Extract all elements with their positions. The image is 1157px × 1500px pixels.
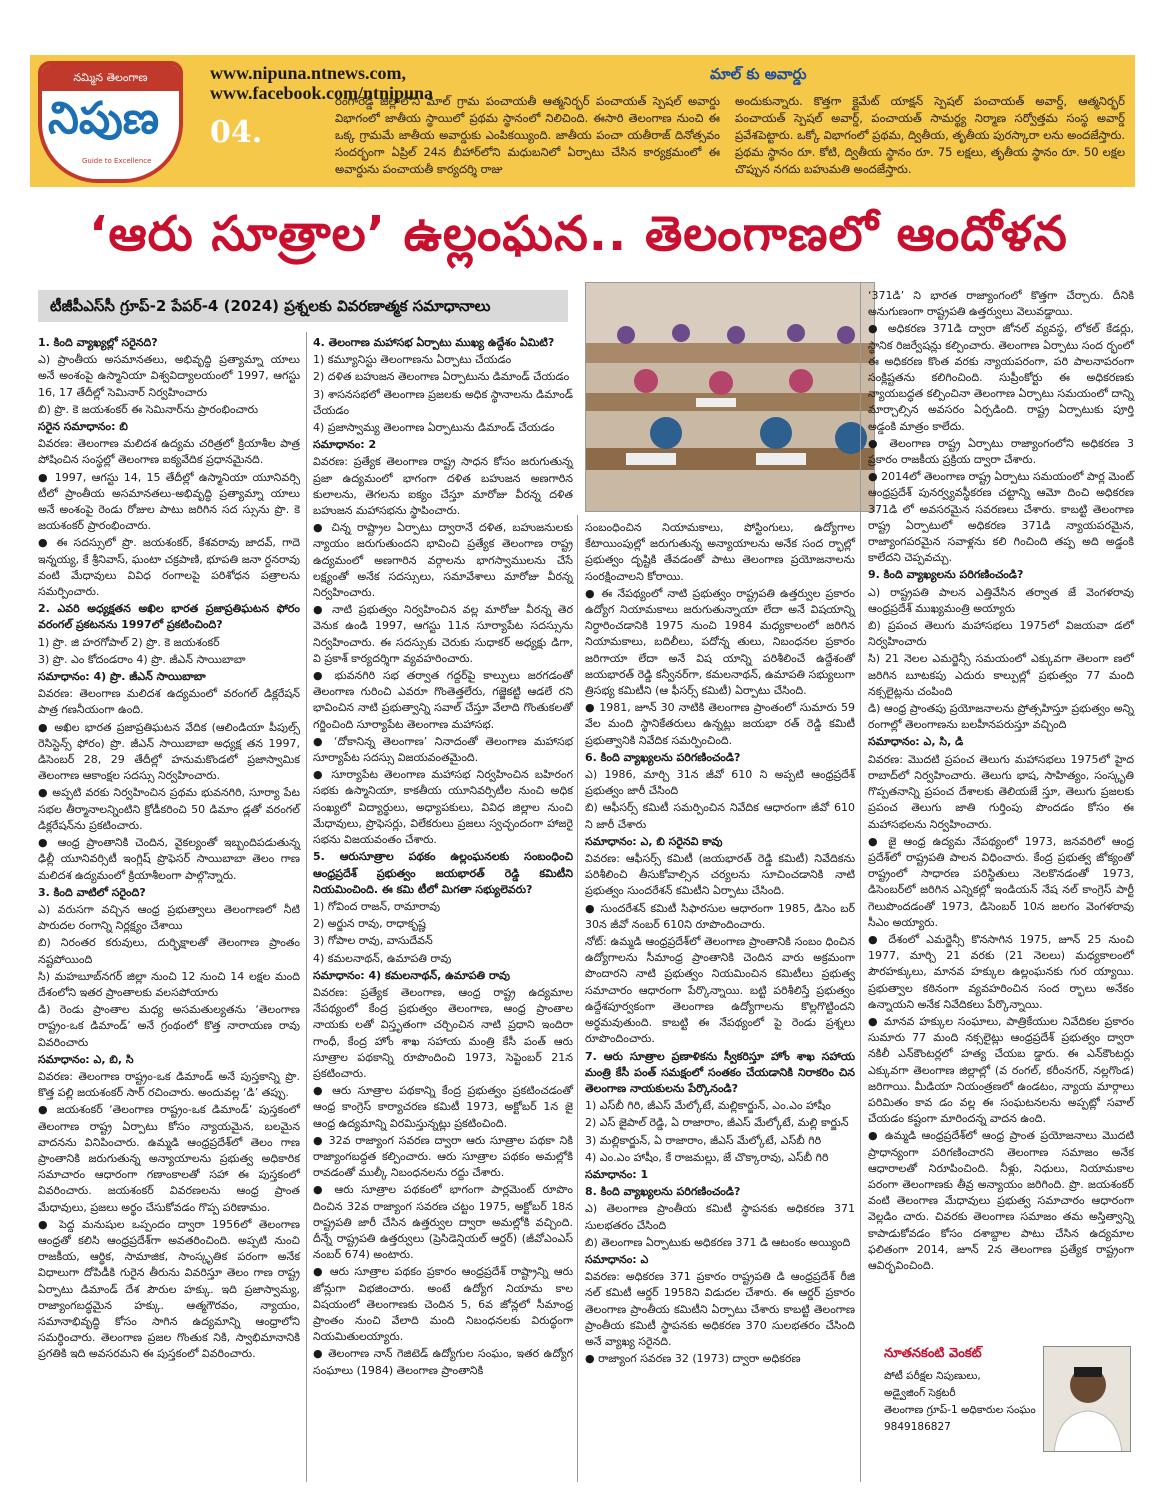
answer-paragraph: ● నాటి ప్రభుత్వం నిర్వహించిన వల్ల మారోజు వీరన్న తెర వెనుక ఉండి 1997, ఆగస్టు 11న సూర్యాపేట సదస్సును నిర్వహించారు. ఈ సదస్సుకు చెరుకు సుధాకర్ అధ్యక్షు డిగా, వి ప్రకాశ్ కార్యదర్శిగా వ్యవహరించారు. xyxy=(313,603,573,665)
question-text: సమాధానం: 1 xyxy=(585,1167,649,1181)
answer-paragraph: 4) ప్రజాస్వామ్య తెలంగాణ ఏర్పాటును డిమాండ్ చేయడం xyxy=(313,421,555,435)
answer-paragraph: నోట్: ఉమ్మడి ఆంధ్రప్రదేశ్‌లో తెలంగాణ ప్రాంతానికి సంబం ధించిన ఉద్యోగాలను సీమాంధ్ర ప్రాంతానికి చెందిన వారు అక్రమంగా పొందారని నాటి ప్రభుత్వం నియమించిన కమిటీలు ప్రభుత్వ సమాచారం ఆధారంగా పేర్కొన్నాయి. బట్టి పరిశీలిస్తే ప్రభుత్వం ఉద్దేశపూర్వకంగా తెలంగాణ ఉద్యోగాలను కొల్లగొట్టిందని అర్థమవుతుంది. కాబట్టి ఈ నేపథ్యంలో పై రెండు ప్రశ్నలు రూపొందించారు. xyxy=(585,935,855,1046)
answer-paragraph: 2) దళిత బహుజన తెలంగాణ ఏర్పాటును డిమాండ్ చేయడం xyxy=(313,370,570,384)
question-text: 2. ఎవరి అధ్యక్షతన అఖిల భారత ప్రజాప్రతిఘటన ఫోరం వరంగల్ ప్రకటనను 1997లో ప్రకటించింది? xyxy=(38,602,300,632)
answer-paragraph: ● 1997, ఆగస్టు 14, 15 తేదీల్లో ఉస్మానియా యూనివర్సి టీలో ప్రాంతీయ అసమానతలు-అభివృద్ధి ప్రత్యామ్నా యాలు అనే అంశంపై రెండు రోజుల పాటు జరిగిన సద స్సును ప్రొ. కె జయశంకర్ ప్రారంభించారు. xyxy=(38,470,300,533)
answer-paragraph: 3) మల్లికార్జున్, ఏ రాజారాం, జీఎస్ మేల్కోటే, ఎస్‌బీ గిరి xyxy=(585,1133,822,1147)
answer-paragraph: ● జై ఆంధ్ర ఉద్యమ నేపథ్యంలో 1973, జనవరిలో ఆంధ్ర ప్రదేశ్‌లో రాష్ట్రపతి పాలన విధించారు. కేంద్ర ప్రభుత్వ జోక్యంతో రాష్ట్రంలో సాధారణ పరిస్థితులు నెలకొనడంతో 1973, డిసెంబర్‌లో జరిగిన ఎన్నికల్లో ఇండియన్ నేష నల్ కాంగ్రెస్ పార్టీ గెలుపొందడంతో 1973, డిసెంబర్ 10న జలగం వెంగళరావు సీఎం అయ్యారు. xyxy=(868,834,1134,929)
logo-title: నిపుణ xyxy=(48,93,160,144)
question-text: సమాధానం: ఎ, బి సరైనవి కావు xyxy=(585,834,723,848)
answer-paragraph: 2) అర్జున రావు, రాధాకృష్ణ xyxy=(313,917,426,931)
answer-paragraph: 3) ప్రొ. ఎం కోదండరాం 4) ప్రొ. జీఎన్ సాయిబాబా xyxy=(38,652,246,666)
question-text: 5. ఆరుసూత్రాల పథకం ఉల్లంఘనలకు సంబంధించి ఆంధ్రప్రదేశ్ ప్రభుత్వం జయభారత్ రెడ్డి కమిటీని నియమించింది. ఈ కమి టీలో మిగతా సభ్యులెవరు? xyxy=(313,850,573,896)
answer-paragraph: ● మానవ హక్కుల సంఘాలు, పాత్రికేయుల నివేదికల ప్రకారం సుమారు 77 మంది నక్సలైట్లు ఆంధ్రప్రదేశ్ ప్రభుత్వం ద్వారా నకిలీ ఎన్‌కౌంటర్లలో హత్య చేయబ డ్డారు. ఈ ఎన్‌కౌంటర్లు ఎక్కువగా తెలంగాణ జిల్లాల్లో (వ రంగల్, కరీంనగర్, నల్లగొండ) జరిగాయి. మీడియా నియంత్రణలో ఉండటం, న్యాయ మార్గాలు పరిమితం కావ డం వల్ల ఈ సంఘటనలను అప్పట్లో సవాల్ చేయడం కష్టంగా మారిందన్న వాదన ఉంది. xyxy=(868,1014,1134,1126)
author-box xyxy=(868,1346,1138,1456)
question-text: సమాధానం: 4) కమలనాథన్, ఉమాపతి రావు xyxy=(313,968,510,982)
answer-paragraph: వివరణ: మొదటి ప్రపంచ తెలుగు మహాసభలు 1975లో హైద రాబాద్‌లో నిర్వహించారు. తెలుగు భాష, సాహిత్యం, సంస్కృతి గొప్పతనాన్ని ప్రపంచ దేశాలకు తెలియజే స్తూ, తెలుగు ప్రజలకు ప్రపంచ తెలుగు జాతి గుర్తింపు పొందడం కోసం ఈ మహాసభలను నిర్వహించారు. xyxy=(868,752,1134,831)
answer-paragraph: ● ఈ సదస్సులో ప్రొ. జయశంకర్, కేశవరావు జాదవ్, గాదె ఇన్నయ్య, కే శ్రీనివాస్, ఘంటా చక్రపాణి, భూపతి జనా ర్దనరావు వంటి మేధావులు వివిధ రంగాలపై పరిశోధన పత్రాలను సమర్పించారు. xyxy=(38,536,300,599)
author-org: తెలంగాణ గ్రూప్-1 అధికారుల సంఘం xyxy=(884,1404,1036,1416)
answer-paragraph: ● చిన్న రాష్ట్రాల ఏర్పాటు ద్వారానే దళిత, బహుజనులకు న్యాయం జరుగుతుందని భావించి ప్రత్యేక తెలంగాణ రాష్ట్ర ఉద్యమంలో అణగారిన వర్గాలను భాగస్వాములను చేసే లక్ష్యంతో అనేక సదస్సులు, సమావేశాలు మారోజు వీరన్న నిర్వహించారు. xyxy=(313,521,573,600)
column-divider xyxy=(860,282,861,1482)
question-text: సమాధానం: ఎ xyxy=(585,1252,649,1266)
answer-paragraph: 3) గోపాల రావు, వాసుదేవన్ xyxy=(313,934,433,948)
question-text: 3. కింది వాటిలో సరైంది? xyxy=(38,885,146,899)
question-text: సమాధానం: 2 xyxy=(313,438,377,452)
answer-paragraph: ● సూర్యాపేట తెలంగాణ మహాసభ నిర్వహించిన బహిరంగ సభకు ఉస్మానియా, కాకతీయ యూనివర్సిటీల నుంచి అధిక సంఖ్యలో విద్యార్థులు, అధ్యాపకులు, వివిధ జిల్లాల నుంచి మేధావులు, ప్రొఫెసర్లు, విలేకరులు ప్రజలు స్వచ్ఛందంగా హాజరై సభను విజయవంతం చేశారు. xyxy=(313,768,573,847)
answer-paragraph: వివరణ: తెలంగాణ మలిదశ ఉద్యమంలో వరంగల్ డిక్లరేషన్ పాత్ర గణనీయంగా ఉంది. xyxy=(38,687,300,717)
column-divider xyxy=(306,332,307,1482)
answer-paragraph: ● 1981, జూన్ 30 నాటికి తెలంగాణ ప్రాంతంలో సుమారు 59 వేల మంది స్థానికేతరులు ఉన్నట్లు జయభా రత్ రెడ్డి కమిటీ ప్రభుత్వానికి నివేదిక సమర్పించింది. xyxy=(585,701,855,747)
question-text: సమాధానం: ఎ, సి, డి xyxy=(868,735,964,749)
answer-paragraph: ● భువనగిరి సభ తర్వాత గద్దర్‌పై కాల్పులు జరగడంతో తెలంగాణ గురించి ఎవరూ గొంతెత్తలేరు, గజ్జెకట్టి ఆడలే రని భావించిన నాటి ప్రభుత్వాన్ని సవాల్ చేస్తూ వేలాది గొంతుకలతో గర్జించింది సూర్యాపేట తెలంగాణ మహాసభ. xyxy=(313,669,573,731)
logo-subtitle: Guide to Excellence xyxy=(82,157,152,165)
answer-paragraph: ‘371డి’ ని భారత రాజ్యాంగంలో కొత్తగా చేర్చారు. దీనికి అనుగుణంగా రాష్ట్రపతి ఉత్తర్వులు వెలువడ్డాయి. xyxy=(868,289,1134,319)
answer-paragraph: ● ఉమ్మడి ఆంధ్రప్రదేశ్‌లో ఆంధ్ర ప్రాంత ప్రయోజనాలు మొదటి ప్రాధాన్యంగా పరిగణించారని తెలంగాణ సమాజం అనేక ఆధారాలతో నిరూపించింది. నీళ్లు, నిధులు, నియామకాల పరంగా తెలంగాణకు తీవ్ర అన్యాయం జరిగింది. ప్రొ. జయశంకర్ వంటి తెలంగాణ మేధావులు ప్రభుత్వ సమాచారం ఆధారంగా వెల్లడిం చారు. చివరకు తెలంగాణ సమాజం తమ అస్తిత్వాన్ని కాపాడుకోవడం కోసం దశాబ్దాల పాటు చేసిన ఉద్యమాల ఫలితంగా 2014, జూన్ 2న తెలంగాణ ప్రత్యేక రాష్ట్రంగా ఆవిర్భవించింది. xyxy=(868,1129,1134,1272)
answer-paragraph: ● ‘దోకానిన్న తెలంగాణ’ నినాదంతో తెలంగాణ మహాసభ సూర్యాపేట సదస్సు విజయవంతమైంది. xyxy=(313,734,573,765)
answer-paragraph: ● తెలంగాణ రాష్ట్ర ఏర్పాటు రాజ్యాంగంలోని అధికరణ 3 ప్రకారం రాజకీయ ప్రక్రియ ద్వారా చేశారు. xyxy=(868,436,1134,467)
answer-paragraph: ● పెద్ద మనుషుల ఒప్పందం ద్వారా 1956లో తెలంగాణ ఆంధ్రతో కలిసి ఆంధ్రప్రదేశ్‌గా అవతరించింది. అప్పటి నుంచి రాజకీయ, ఆర్థిక, సామాజిక, సాంస్కృతిక పరంగా అనేక విధాలుగా దోపిడీకి గురైన తీరును వివరిస్తూ తెలం గాణ రాష్ట్ర ఏర్పాటు డిమాండ్ దేశ పౌరుల హక్కు. ఇది ప్రజాస్వామ్య, రాజ్యాంగబద్ధమైన హక్కు. ఆత్మగౌరవం, న్యాయం, సమానాభివృద్ధి కోసం సాగిన ఉద్యమాన్ని ఆంధ్రాలోని సమర్ధించారు. తెలంగాణ ప్రజల గొంతుక నికి, స్వాభిమానానికి ప్రగతికి ఇది అవసరమని ఈ పుస్తకంలో వివరించారు. xyxy=(38,1217,300,1361)
answer-paragraph: డి) ఆంధ్ర ప్రాంతపు ప్రయోజనాలను ప్రోత్సహిస్తూ ప్రభుత్వం అన్ని రంగాల్లో తెలంగాణను బలహీనపరుస్తూ వచ్చింది xyxy=(868,702,1134,732)
answer-paragraph: వివరణ: తెలంగాణ మలిదశ ఉద్యమ చరిత్రలో క్రియాశీల పాత్ర పోషించిన సంస్థల్లో తెలంగాణ ఐక్యవేదిక ప్రధానమైనది. xyxy=(38,437,300,467)
question-text: 1. కింది వ్యాఖ్యల్లో సరైనది? xyxy=(38,336,158,349)
answer-paragraph: సి) 21 నెలల ఎమర్జెన్సీ సమయంలో ఎక్కువగా తెలంగా ణలో జరిగిన బూటకపు ఎదురు కాల్పుల్లో ప్రభుత్వం 77 మంది నక్సలైట్లను చంపింది xyxy=(868,652,1134,698)
answer-paragraph: ● అఖిల భారత ప్రజాప్రతిఘటన వేదిక (ఆలిండియా పీపుల్స్ రెసిస్టెన్స్ ఫోరం) ప్రొ. జీఎన్ సాయిబాబా అధ్యక్ష తన 1997, డిసెంబర్ 28, 29 తేదీల్లో హనుమకొండలో ప్రజాస్వామిక తెలంగాణ ఆకాంక్షల సదస్సు నిర్వహించారు. xyxy=(38,720,300,783)
section-subhead: టీజీపీఎస్‌సీ గ్రూప్-2 పేపర్-4 (2024) ప్రశ్నలకు వివరణాత్మక సమాధానాలు xyxy=(38,290,568,322)
author-title: పోటీ పరీక్షల నిపుణులు, xyxy=(884,1370,981,1382)
article-column-4 xyxy=(868,288,1134,1275)
answer-paragraph: ● అప్పటి వరకు నిర్వహించిన ప్రథమ భువనగిరి, సూర్యా పేట సభల తీర్మానాలన్నింటిని క్రోడీకరించి 50 డిమాం డ్లతో వరంగల్ డిక్లరేషన్‌ను ప్రకటించారు. xyxy=(38,786,300,832)
question-text: 6. కింది వ్యాఖ్యలను పరిగణించండి? xyxy=(585,750,741,764)
question-text: 9. కింది వ్యాఖ్యలను పరిగణించండి? xyxy=(868,568,1024,582)
answer-paragraph: ఎ) ప్రాంతీయ అసమానతలు, అభివృద్ధి ప్రత్యామ్నా యాలు అనే అంశంపై ఉస్మానియా విశ్వవిద్యాలయంలో 1997, ఆగస్టు 16, 17 తేదీల్లో సెమినార్ నిర్వహించారు xyxy=(38,353,300,399)
author-phone: 9849186827 xyxy=(884,1421,951,1433)
answer-paragraph: ● జయశంకర్ ‘తెలంగాణ రాష్ట్రం-ఒక డిమాండ్’ పుస్తకంలో తెలంగాణ రాష్ట్ర ఏర్పాటు కోసం న్యాయమైన, బలమైన వాదనను వినిపించారు. ఉమ్మడి ఆంధ్రప్రదేశ్‌లో తెలం గాణ ప్రాంతానికి జరుగుతున్న అన్యాయాలను ప్రభుత్వ అధికారిక సమాచారం ఆధారంగా గణాంకాలతో సహా ఈ పుస్తకంలో వివరించారు. జయశంకర్ వివరణలను ఆంధ్ర ప్రాంత మేధావులు, ప్రజలు అర్థం చేసుకోవడం గొప్ప పరిణామం. xyxy=(38,1103,300,1214)
page-headline: ‘ఆరు సూత్రాల’ ఉల్లంఘన.. తెలంగాణలో ఆందోళన xyxy=(89,206,1068,262)
answer-paragraph: 3) శాసనసభలో తెలంగాణ ప్రజలకు అధిక స్థానాలను డిమాండ్ చేయడం xyxy=(313,387,573,417)
answer-paragraph: 1) గోవింద రాజన్, రామారావు xyxy=(313,899,441,913)
answer-paragraph: 1) కమ్యూనిస్టు తెలంగాణను ఏర్పాటు చేయడం xyxy=(313,353,512,367)
answer-paragraph: డి) రెండు ప్రాంతాల మధ్య అసమతుల్యతను ‘తెలంగాణ రాష్ట్రం-ఒక డిమాండ్’ అనే గ్రంథంలో కొత్త నారాయణ రావు వివరించారు xyxy=(38,1003,300,1049)
facebook-url[interactable]: www.facebook.com/ntnipuna xyxy=(210,83,434,103)
answer-paragraph: వివరణ: ఆఫీసర్స్ కమిటీ (జయభారత్ రెడ్డి కమిటీ) నివేదికను పరిశీలించి తీసుకోవాల్సిన చర్యలను సూచించడానికి నాటి ప్రభుత్వం సుందరేశన్ కమిటీని ఏర్పాటు చేసింది. xyxy=(585,852,855,898)
answer-paragraph: ఎ) రాష్ట్రపతి పాలన ఎత్తివేసిన తర్వాత జే వెంగళరావు ఆంధ్రప్రదేశ్ ముఖ్యమంత్రి అయ్యారు xyxy=(868,585,1134,615)
answer-paragraph: వివరణ: ప్రత్యేక తెలంగాణ, ఆంధ్ర రాష్ట్ర ఉద్యమాల నేపథ్యంలో కేంద్ర ప్రభుత్వం తెలంగాణ, ఆంధ్ర ప్రాంతాల నాయకు లతో విస్తృతంగా చర్చించిన నాటి ప్రధాని ఇందిరా గాంధీ, కేంద్ర హోం శాఖ సహాయ మంత్రి కేసీ పంత్ ఆరు సూత్రాల పథకాన్ని రూపొందించి 1973, సెప్టెంబర్ 21న ప్రకటించారు. xyxy=(313,985,573,1080)
answer-paragraph: ఎ) తెలంగాణ ప్రాంతీయ కమిటీ స్థాపనకు అధికరణ 371 సులభతరం చేసింది xyxy=(585,1202,855,1232)
answer-paragraph: బి) నిరంతర కరువులు, దుర్భిక్షాలతో తెలంగాణ ప్రాంతం నష్టపోయింది xyxy=(38,936,300,966)
question-text: 7. ఆరు సూత్రాల ప్రణాళికను స్వీకరిస్తూ హోం శాఖ సహాయ మంత్రి కేసీ పంత్ సమక్షంలో సంతకం చేయడానికి నిరాకరిం చిన తెలంగాణ నాయకులను పేర్కొనండి? xyxy=(585,1049,855,1095)
article-column-1 xyxy=(38,335,300,1364)
answer-paragraph: ● రాజ్యాంగ సవరణ 32 (1973) ద్వారా అధికరణ xyxy=(585,1352,801,1366)
answer-paragraph: ● ఆంధ్ర ప్రాంతానికి చెందిన, వైకల్యంతో ఇబ్బందిపడుతున్న ఢిల్లీ యూనివర్సిటీ ఇంగ్లిష్ ప్రొఫెసర్ సాయిబాబా తెలం గాణ మలిదశ ఉద్యమంలో క్రియాశీలంగా పాల్గొన్నారు. xyxy=(38,836,300,882)
author-photo xyxy=(1043,1346,1131,1452)
answer-paragraph: ● ఈ నేపథ్యంలో నాటి ప్రభుత్వం రాష్ట్రపతి ఉత్తర్వుల ప్రకారం ఉద్యోగ నియామకాలు జరుగుతున్నాయా లేదా అనే విషయాన్ని నిర్ధారించడానికి 1975 నుంచి 1984 మధ్యకాలంలో జరిగిన నియామకాలు, బదిలీలు, పదోన్న తులు, నిబంధనల ప్రకారం జరిగాయా లేదా అనే విష యాన్ని పరిశీలించే ఉద్దేశంతో జయభారత్ రెడ్డి కన్వీనర్‌గా, కమలనాథన్, ఉమాపతి సభ్యులుగా త్రిసభ్య కమిటీని (ఆ ఫీసర్స్ కమిటీ) ఏర్పాటు చేసింది. xyxy=(585,586,855,698)
answer-paragraph: ● అధికరణ 371డి ద్వారా జోనల్ వ్యవస్థ, లోకల్ కేడర్లు, స్థానిక రిజర్వేషన్లు కల్పించారు. తెలంగాణ ఏర్పాటు సంద ర్భంలో ఈ అధికరణ కొంత వరకు న్యాయపరంగా, పరి పాలనాపరంగా సంక్లిష్టతను కలిగించింది. సుప్రీంకోర్టు ఈ అధికరణకు న్యాయబద్ధత కల్పించినా తెలంగాణ ఏర్పాటు సమయంలో దాన్ని మార్చాల్సిన అవసరం ఏర్పడింది. రాష్ట్ర ఏర్పాటుకు పూర్తి అడ్డంకి మాత్రం కాలేదు. xyxy=(868,322,1134,433)
answer-paragraph: బి) ప్రొ. కె జయశంకర్ ఈ సెమినార్‌ను ప్రారంభించారు xyxy=(38,402,259,416)
article-column-2 xyxy=(313,335,573,1380)
website-url[interactable]: www.nipuna.ntnews.com, xyxy=(210,63,407,83)
answer-paragraph: ● ఆరు సూత్రాల పథకంలో భాగంగా పార్లమెంట్ రూపొం దించిన 32వ రాజ్యాంగ సవరణ చట్టం 1975, అక్టోబర్ 18న రాష్ట్రపతి జారీ చేసిన ఉత్తర్వుల ద్వారా అమల్లోకి వచ్చింది. దీన్నే రాష్ట్రపతి ఉత్తర్వులు (ప్రెసిడెన్షియల్ ఆర్డర్) (జీవోఎంఎస్ నంబర్ 674) అంటారు. xyxy=(313,1183,573,1262)
question-text: సరైన సమాధానం: బి xyxy=(38,420,128,434)
author-name: నూతనకంటి వెంకట్ xyxy=(884,1346,982,1361)
exam-hall-photo xyxy=(585,282,875,512)
answer-paragraph: ● ఆరు సూత్రాల పథకాన్ని కేంద్ర ప్రభుత్వం ప్రకటించడంతో ఆంధ్ర కాంగ్రెస్ కార్యాచరణ కమిటీ 1973, అక్టోబర్ 1న జై ఆంధ్ర ఉద్యమాన్ని విరమిస్తున్నట్లు ప్రకటించింది. xyxy=(313,1084,573,1130)
issue-number: 04. xyxy=(210,115,263,150)
question-text: సమాధానం: 4) ప్రొ. జీఎన్ సాయిబాబా xyxy=(38,670,206,684)
answer-paragraph: 4) కమలనాథన్, ఉమాపతి రావు xyxy=(313,951,452,965)
top-banner xyxy=(30,55,1135,187)
award-title: మాల్ కు అవార్డు xyxy=(710,65,807,83)
answer-paragraph: 2) ఎస్ జైపాల్ రెడ్డి, ఏ రాజారాం, జీఎస్ మేల్కోటే, మల్లి కార్జున్ xyxy=(585,1116,849,1130)
answer-paragraph: ● 32వ రాజ్యాంగ సవరణ ద్వారా ఆరు సూత్రాల పథకా నికి రాజ్యాంగబద్ధత కల్పించారు. ఆరు సూత్రాల పథకం అమల్లోకి రావడంతో ముల్కీ నిబంధనలను రద్దు చేశారు. xyxy=(313,1133,573,1180)
answer-paragraph: వివరణ: ప్రత్యేక తెలంగాణ రాష్ట్ర సాధన కోసం జరుగుతున్న ప్రజా ఉద్యమంలో భాగంగా దళిత బహుజన అణగారిన కులాలను, తెగలను ఐక్యం చేస్తూ మారోజు వీరన్న దళిత బహుజన మహాసభను స్థాపించారు. xyxy=(313,455,573,518)
answer-paragraph: వివరణ: తెలంగాణ రాష్ట్రం-ఒక డిమాండ్ అనే పుస్తకాన్ని ప్రొ. కొత్త పల్లి జయశంకర్ సార్ రచించారు. అందువల్ల ‘డి’ తప్పు. xyxy=(38,1069,300,1100)
answer-paragraph: బి) ప్రపంచ తెలుగు మహాసభలు 1975లో విజయవా డలో నిర్వహించారు xyxy=(868,619,1134,649)
author-details xyxy=(884,1368,1036,1436)
answer-paragraph: సి) మహబూబ్‌నగర్ జిల్లా నుంచి 12 నుంచి 14 లక్షల మంది దేశంలోని ఇతర ప్రాంతాలకు వలసపోయారు xyxy=(38,969,300,999)
answer-paragraph: ● సుందరేశన్ కమిటీ సిఫారసుల ఆధారంగా 1985, డిసెం బర్ 30న జీవో నంబర్ 610ని రూపొందించారు. xyxy=(585,901,855,931)
answer-paragraph: బి) తెలంగాణ ఏర్పాటుకు అధికరణ 371 డి ఆటంకం అయ్యింది xyxy=(585,1235,851,1249)
answer-paragraph: ● తెలంగాణ నాన్ గెజిటెడ్ ఉద్యోగుల సంఘం, ఇతర ఉద్యోగ సంఘాలు (1984) తెలంగాణ ప్రాంతానికి xyxy=(313,1347,573,1377)
award-text-right: అందుకున్నారు. కొత్తగా క్లైమేట్ యాక్షన్ స్పెషల్ పంచాయత్ అవార్డ్, ఆత్మనిర్భర్ పంచాయత్ స్పెషల్ అవార్డ్, పంచాయత్ సామర్థ్య నిర్మాణ సర్వోత్తమ సంస్థ అవార్డ్ ప్రవేశపెట్టారు. ఒక్కో విభాగంలో ప్రథమ, ద్వితీయ, తృతీయ పురస్కారా లను అందజేస్తారు. ప్రథమ స్థానం రూ. కోటి, ద్వితీయ స్థానం రూ. 75 లక్షలు, తృతీయ స్థానం రూ. 50 లక్షల చొప్పున నగదు బహుమతి అందజేస్తారు. xyxy=(735,94,1125,176)
answer-paragraph: ● ఆరు సూత్రాల పథకం ప్రకారం ఆంధ్రప్రదేశ్ రాష్ట్రాన్ని ఆరు జోన్లుగా విభజించారు. అంటే ఉద్యోగ నియామ కాల విషయంలో తెలంగాణకు చెందిన 5, 6వ జోన్లలో సీమాంధ్ర ప్రాంతం నుంచి వేలాది మంది నిబంధనలకు విరుద్ధంగా నియమితులయ్యారు. xyxy=(313,1265,573,1344)
answer-paragraph: 1) ఎస్‌బీ గిరి, జీఎస్ మేల్కోటే, మల్లికార్జున్, ఎం.ఎం హాషీం xyxy=(585,1099,831,1113)
author-role: అడ్వైజింగ్ సెక్రటరీ xyxy=(884,1387,956,1399)
question-text: 8. కింది వ్యాఖ్యలను పరిగణించండి? xyxy=(585,1185,741,1199)
answer-paragraph: ఎ) 1986, మార్చి 31న జీవో 610 ని అప్పటి ఆంధ్రప్రదేశ్ ప్రభుత్వం జారీ చేసింది xyxy=(585,768,855,798)
answer-paragraph: సంబంధించిన నియామకాలు, పోస్టింగులు, ఉద్యోగాల కేటాయింపుల్లో జరుగుతున్న అన్యాయాలను అనేక సంద ర్భాల్లో ప్రభుత్వం దృష్టికి తేవడంతో పాటు తెలంగాణ ప్రయోజనాలను సంరక్షించాలని కోరాయి. xyxy=(585,521,855,583)
answer-paragraph: బి) ఆఫీసర్స్ కమిటీ సమర్పించిన నివేదిక ఆధారంగా జీవో 610 ని జారీ చేశారు xyxy=(585,801,855,831)
logo-tagline: నమ్మిన తెలంగాణ xyxy=(42,65,179,91)
answer-paragraph: 4) ఎం.ఎం హాషీం, కే రాజమల్లు, జే చొక్కారావు, ఎస్‌బీ గిరి xyxy=(585,1150,829,1164)
award-text-left: రంగారెడ్డి జిల్లాలోని మాల్ గ్రామ పంచాయతీ ఆత్మనిర్భర్ పంచాయత్ స్పెషల్ అవార్డు విభాగంలో జాతీయ స్థాయిలో ప్రథమ స్థానంలో నిలిచింది. ఈసారి తెలంగాణ నుంచి ఈ ఒక్క గ్రామమే జాతీయ అవార్డుకు ఎంపికయ్యింది. జాతీయ పంచా యతీరాజ్ దినోత్సవం సందర్భంగా ఏప్రిల్ 24న బీహార్‌లోని మధుబనిలో ఏర్పాటు చేసిన కార్యక్రమంలో ఈ అవార్డును పంచాయతీ కార్యదర్శి రాజు xyxy=(335,94,720,176)
question-text: సమాధానం: ఎ, బి, సి xyxy=(38,1052,134,1066)
nipuna-logo xyxy=(38,61,183,183)
answer-paragraph: 1) ప్రొ. జి హరగోపాల్ 2) ప్రొ. కె జయశంకర్ xyxy=(38,635,220,649)
answer-paragraph: ● దేశంలో ఎమర్జెన్సీ కొనసాగిన 1975, జూన్ 25 నుంచి 1977, మార్చి 21 వరకు (21 నెలలు) మధ్యకాలంలో పౌరహక్కులు, మానవ హక్కుల ఉల్లంఘనకు గుర య్యాయి. ప్రభుత్వాల కఠినంగా వ్యవహరించిన సంద ర్భాలు అనేకం ఉన్నాయని అనేక నివేదికలు పేర్కొన్నాయి. xyxy=(868,932,1134,1011)
answer-paragraph: వివరణ: అధికరణ 371 ప్రకారం రాష్ట్రపతి డి ఆంధ్రప్రదేశ్ రీజి నల్ కమిటీ ఆర్డర్ 1958ని విడుదల చేశారు. ఈ ఆర్డర్ ప్రకారం తెలంగాణ ప్రాంతీయ కమిటీని ఏర్పాటు చేశారు కాబట్టి తెలంగాణ ప్రాంతీయ కమిటీ స్థాపనకు అధికరణ 370 సులభతరం చేసింది అనే వ్యాఖ్య సరైనది. xyxy=(585,1270,855,1348)
article-column-3 xyxy=(585,520,855,1368)
column-divider xyxy=(577,515,578,1482)
answer-paragraph: ఎ) వరుసగా వచ్చిన ఆంధ్ర ప్రభుత్వాలు తెలంగాణలో నీటి పారుదల రంగాన్ని నిర్లక్ష్యం చేశాయి xyxy=(38,902,300,933)
answer-paragraph: ● 2014లో తెలంగాణ రాష్ట్ర ఏర్పాటు సమయంలో పార్ల మెంట్ ఆంధ్రప్రదేశ్ పునర్వ్యవస్థీకరణ చట్టాన్ని ఆమో దించి అధికరణ 371డి లో అవసరమైన సవరణలు చేశారు. కాబట్టి తెలంగాణ రాష్ట్ర ఏర్పాటులో అధికరణ 371డి న్యాయపరమైన, రాజ్యాంగపరమైన సవాళ్లను కలి గించింది తప్ప అది అడ్డంకి కాలేదని చెప్పవచ్చు. xyxy=(868,470,1134,565)
question-text: 4. తెలంగాణ మహాసభ ఏర్పాటు ముఖ్య ఉద్దేశం ఏమిటి? xyxy=(313,336,555,349)
